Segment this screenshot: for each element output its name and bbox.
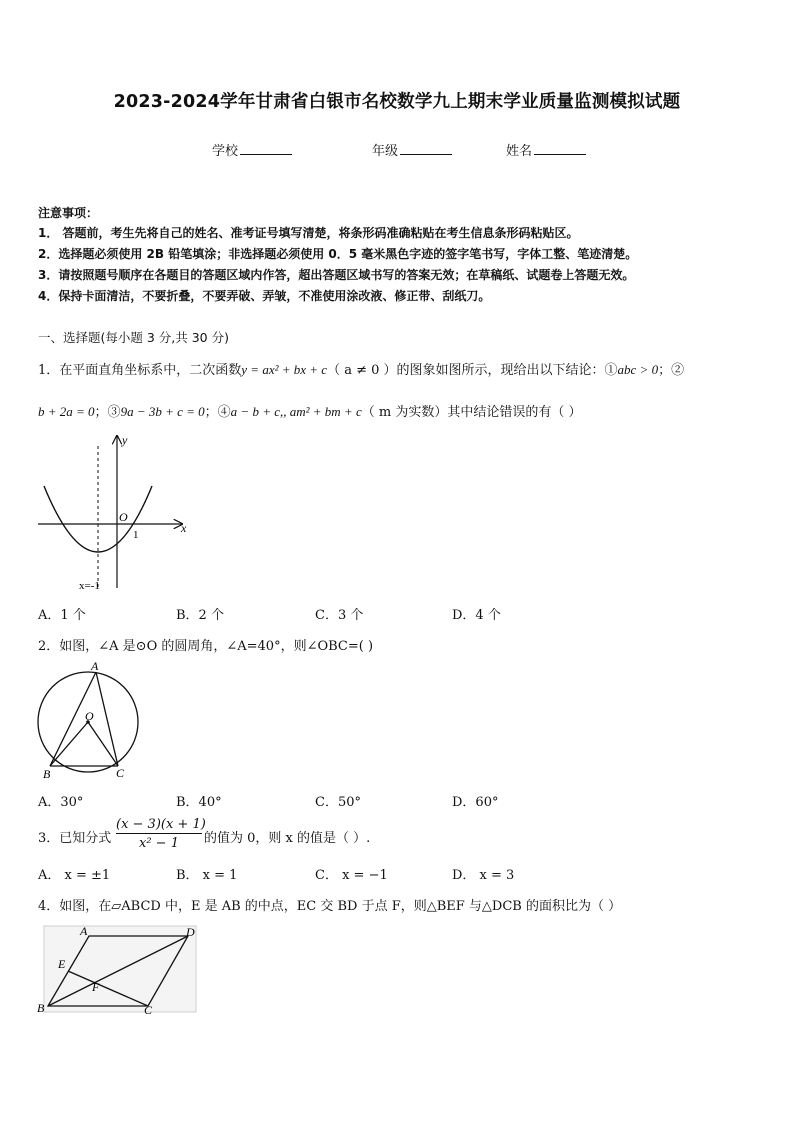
figure-background [44,926,196,1012]
label-d: D [186,925,195,939]
grade-field[interactable] [372,140,452,159]
grade-label: 年级 [372,144,399,159]
q1-condition: （ a ≠ 0 ） [327,363,397,378]
q1-conclusion-2: b + 2a = 0 [38,404,95,419]
notice-item: 4．保持卡面清洁，不要折叠，不要弄破、弄皱，不准使用涂改液、修正带、刮纸刀。 [38,289,491,303]
question-3-prefix: 3．已知分式 [38,831,112,846]
tick-label-1: 1 [133,529,139,541]
notice-item: 3．请按照题号顺序在各题目的答题区域内作答，超出答题区域书写的答案无效；在草稿纸、试题卷上答题无效。 [38,268,635,282]
name-field[interactable] [506,140,586,159]
label-e: E [58,957,66,971]
label-f: F [92,980,100,994]
school-label: 学校 [212,144,239,159]
q3-option-b[interactable]: B． x = 1 [176,868,238,883]
q3-numerator: (x − 3)(x + 1) [116,817,206,832]
q3-option-d[interactable]: D． x = 3 [452,868,515,883]
section-heading: 一、选择题(每小题 3 分,共 30 分) [38,330,229,345]
name-label: 姓名 [506,144,533,159]
parallelogram-diagram [34,924,200,1016]
label-b: B [43,767,51,781]
q1-tail: （ m 为实数）其中结论错误的有（ ） [361,405,582,420]
question-1-line-2 [38,401,581,420]
q1-sep: ；② [658,363,685,378]
q3-denominator: x² − 1 [139,836,179,851]
q1-conclusion-3: 9a − 3b + c = 0 [120,404,205,419]
segment-ac [96,672,118,766]
x-axis-label: x [181,521,187,535]
q1-conclusion-4: a − b + c,, am² + bm + c [230,404,362,419]
question-4: 4．如图，在▱ABCD 中，E 是 AB 的中点，EC 交 BD 于点 F，则△BEF 与△DCB 的面积比为（ ） [38,899,622,914]
q3-option-c[interactable]: C． x = −1 [315,868,388,883]
q1-sep: ；③ [94,405,121,420]
notice-item: 1． 答题前，考生先将自己的姓名、准考证号填写清楚，将条形码准确粘贴在考生信息条形码粘贴区。 [38,226,579,240]
q2-option-b[interactable]: B．40° [176,795,222,810]
question-2: 2．如图，∠A 是⊙O 的圆周角，∠A=40°，则∠OBC=( ) [38,639,374,654]
notice-item: 2．选择题必须使用 2B 铅笔填涂；非选择题必须使用 0．5 毫米黑色字迹的签字笔书写，字体工整、笔迹清楚。 [38,247,638,261]
label-a: A [91,659,99,673]
question-3-suffix: 的值为 0，则 x 的值是（ ）. [204,831,371,846]
q2-option-c[interactable]: C．50° [315,795,361,810]
q1-option-c[interactable]: C．3 个 [315,608,364,623]
q1-sep: ；④ [204,405,231,420]
q2-option-a[interactable]: A．30° [38,795,84,810]
q1-text: 的图象如图所示，现给出以下结论：① [396,363,618,378]
circle-diagram [34,658,144,782]
axis-of-symmetry-label: x=-1 [79,580,100,592]
q1-option-a[interactable]: A．1 个 [38,608,86,623]
page-title: 2023-2024学年甘肃省白银市名校数学九上期末学业质量监测模拟试题 [113,92,681,112]
school-field[interactable] [212,140,292,159]
q1-function: y = ax² + bx + c [241,362,328,377]
label-c: C [116,766,125,780]
notice-heading: 注意事项： [38,206,99,220]
q1-option-b[interactable]: B．2 个 [176,608,224,623]
question-1-line-1 [38,359,684,378]
q1-text: 1．在平面直角坐标系中，二次函数 [38,363,242,378]
label-b: B [37,1001,45,1015]
q2-option-d[interactable]: D．60° [452,795,499,810]
q1-conclusion-1: abc > 0 [617,362,659,377]
q3-option-a[interactable]: A． x = ±1 [38,868,111,883]
label-c: C [144,1003,153,1016]
y-axis-label: y [122,433,128,447]
q1-option-d[interactable]: D．4 个 [452,608,501,623]
label-a: A [80,924,88,938]
q3-fraction [116,817,206,851]
label-o: O [85,709,94,723]
parabola-graph [36,428,196,593]
origin-label: O [119,510,128,524]
